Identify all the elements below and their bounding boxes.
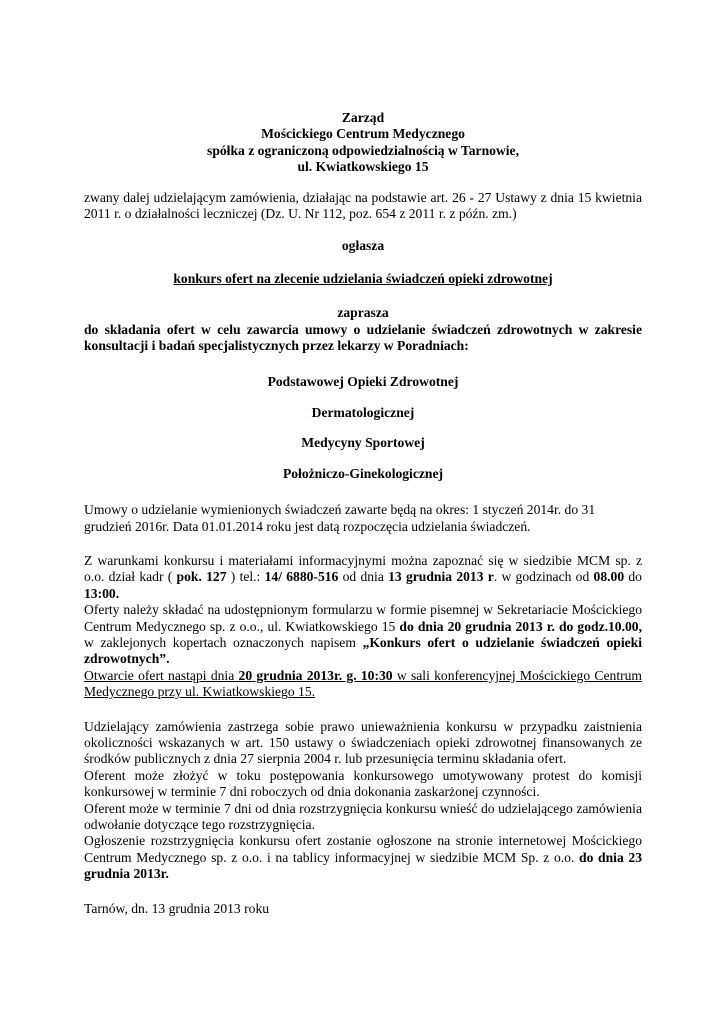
signature-line: Tarnów, dn. 13 grudnia 2013 roku	[84, 900, 270, 916]
invitation-text: do składania ofert w celu zawarcia umowy o udzielanie świadczeń zdrowotnych w zakresie konsultacji i badań specjalistycznych przez lekarzy w Poradniach:	[84, 321, 642, 354]
clinic-item: Położniczo-Ginekologicznej	[282, 465, 444, 481]
opening-paragraph	[84, 668, 642, 701]
clinic-item: Medycyny Sportowej	[301, 435, 425, 451]
terms-text: Z warunkami konkursu i materiałami informacyjnymi można zapoznać się w siedzibie MCM sp. z o.o. dział kadr (	[84, 552, 642, 585]
reservation-paragraph: Udzielający zamówienia zastrzega sobie prawo unieważnienia konkursu w przypadku zaistnienia okoliczności wskazanych w art. 150 ustawy o świadczeniach opieki zdrowotnej finansowanych ze środków publicznych z dnia 27 sierpnia 2004 r. lub przesunięcia terminu składania ofert.	[84, 718, 642, 767]
start-date: 13 grudnia 2013 r	[388, 569, 494, 585]
contract-period-paragraph: Umowy o udzielanie wymienionych świadczeń zawarte będą na okres: 1 styczeń 2014r. do 31 grudzień 2016r. Data 01.01.2014 roku jest datą rozpoczęcia udzielania świadczeń.	[84, 502, 596, 534]
opening-text: w sali konferencyjnej Mościckiego Centrum Medycznego przy ul. Kwiatkowskiego 15.	[84, 667, 642, 700]
invites-heading: zaprasza	[337, 305, 389, 321]
terms-text: . w godzinach od	[493, 569, 594, 585]
room-number: pok. 127	[176, 569, 227, 585]
announces-heading: ogłasza	[341, 238, 385, 254]
result-date: do dnia 23 grudnia 2013r.	[84, 849, 643, 882]
document-header	[84, 110, 642, 176]
offers-text: Oferty należy składać na udostępnionym formularzu w formie pisemnej w Sekretariacie Mościckiego Centrum Medycznego sp. z o.o., ul. Kwiatkowskiego 15	[84, 602, 642, 634]
header-line-3: spółka z ograniczoną odpowiedzialnością w Tarnowie,	[207, 142, 519, 158]
terms-text: ) tel.:	[226, 569, 265, 585]
hours-to: 13:00.	[84, 585, 120, 601]
clinic-item: Dermatologicznej	[311, 404, 415, 420]
terms-paragraph	[84, 553, 642, 602]
result-paragraph	[84, 833, 642, 882]
contest-title: konkurs ofert na zlecenie udzielania świadczeń opieki zdrowotnej	[173, 270, 553, 286]
protest-paragraph: Oferent może złożyć w toku postępowania konkursowego umotywowany protest do komisji konkursowej w terminie 7 dni roboczych od dnia dokonania zaskarżonej czynności.	[84, 767, 642, 800]
offers-deadline: do dnia 20 grudnia 2013 r. do godz.10.00,	[399, 618, 642, 634]
appeal-paragraph: Oferent może w terminie 7 dni od dnia rozstrzygnięcia konkursu wnieść do udzielającego zamówienia odwołanie dotyczące tego rozstrzygnięcia.	[84, 800, 642, 832]
opening-text: Otwarcie ofert nastąpi dnia	[84, 667, 239, 683]
intro-paragraph: zwany dalej udzielającym zamówienia, działając na podstawie art. 26 - 27 Ustawy z dnia 15 kwietnia 2011 r. o działalności leczniczej (Dz. U. Nr 112, poz. 654 z 2011 r. z późn. zm.)	[84, 189, 642, 222]
clinic-item: Podstawowej Opieki Zdrowotnej	[267, 374, 459, 390]
hours-from: 08.00	[593, 569, 625, 585]
header-line-1: Zarząd	[341, 110, 385, 125]
header-line-2: Mościckiego Centrum Medycznego	[261, 126, 465, 142]
document-page	[84, 110, 642, 917]
opening-date: 20 grudnia 2013r. g. 10:30	[238, 667, 393, 683]
header-line-4: ul. Kwiatkowskiego 15	[297, 159, 429, 175]
offers-paragraph	[84, 602, 642, 668]
phone-number: 14/ 6880-516	[264, 569, 339, 585]
offers-text: w zaklejonych kopertach oznaczonych napisem	[84, 634, 363, 650]
envelope-label: „Konkurs ofert o udzielanie świadczeń opieki zdrowotnych”.	[84, 634, 642, 667]
terms-text: do	[624, 569, 642, 585]
result-text: Ogłoszenie rozstrzygnięcia konkursu ofert zostanie ogłoszone na stronie internetowej Mościckiego Centrum Medycznego sp. z o.o. i na tablicy informacyjnej w siedzibie MCM Sp. z o.o.	[84, 833, 642, 865]
terms-text: od dnia	[338, 569, 389, 585]
